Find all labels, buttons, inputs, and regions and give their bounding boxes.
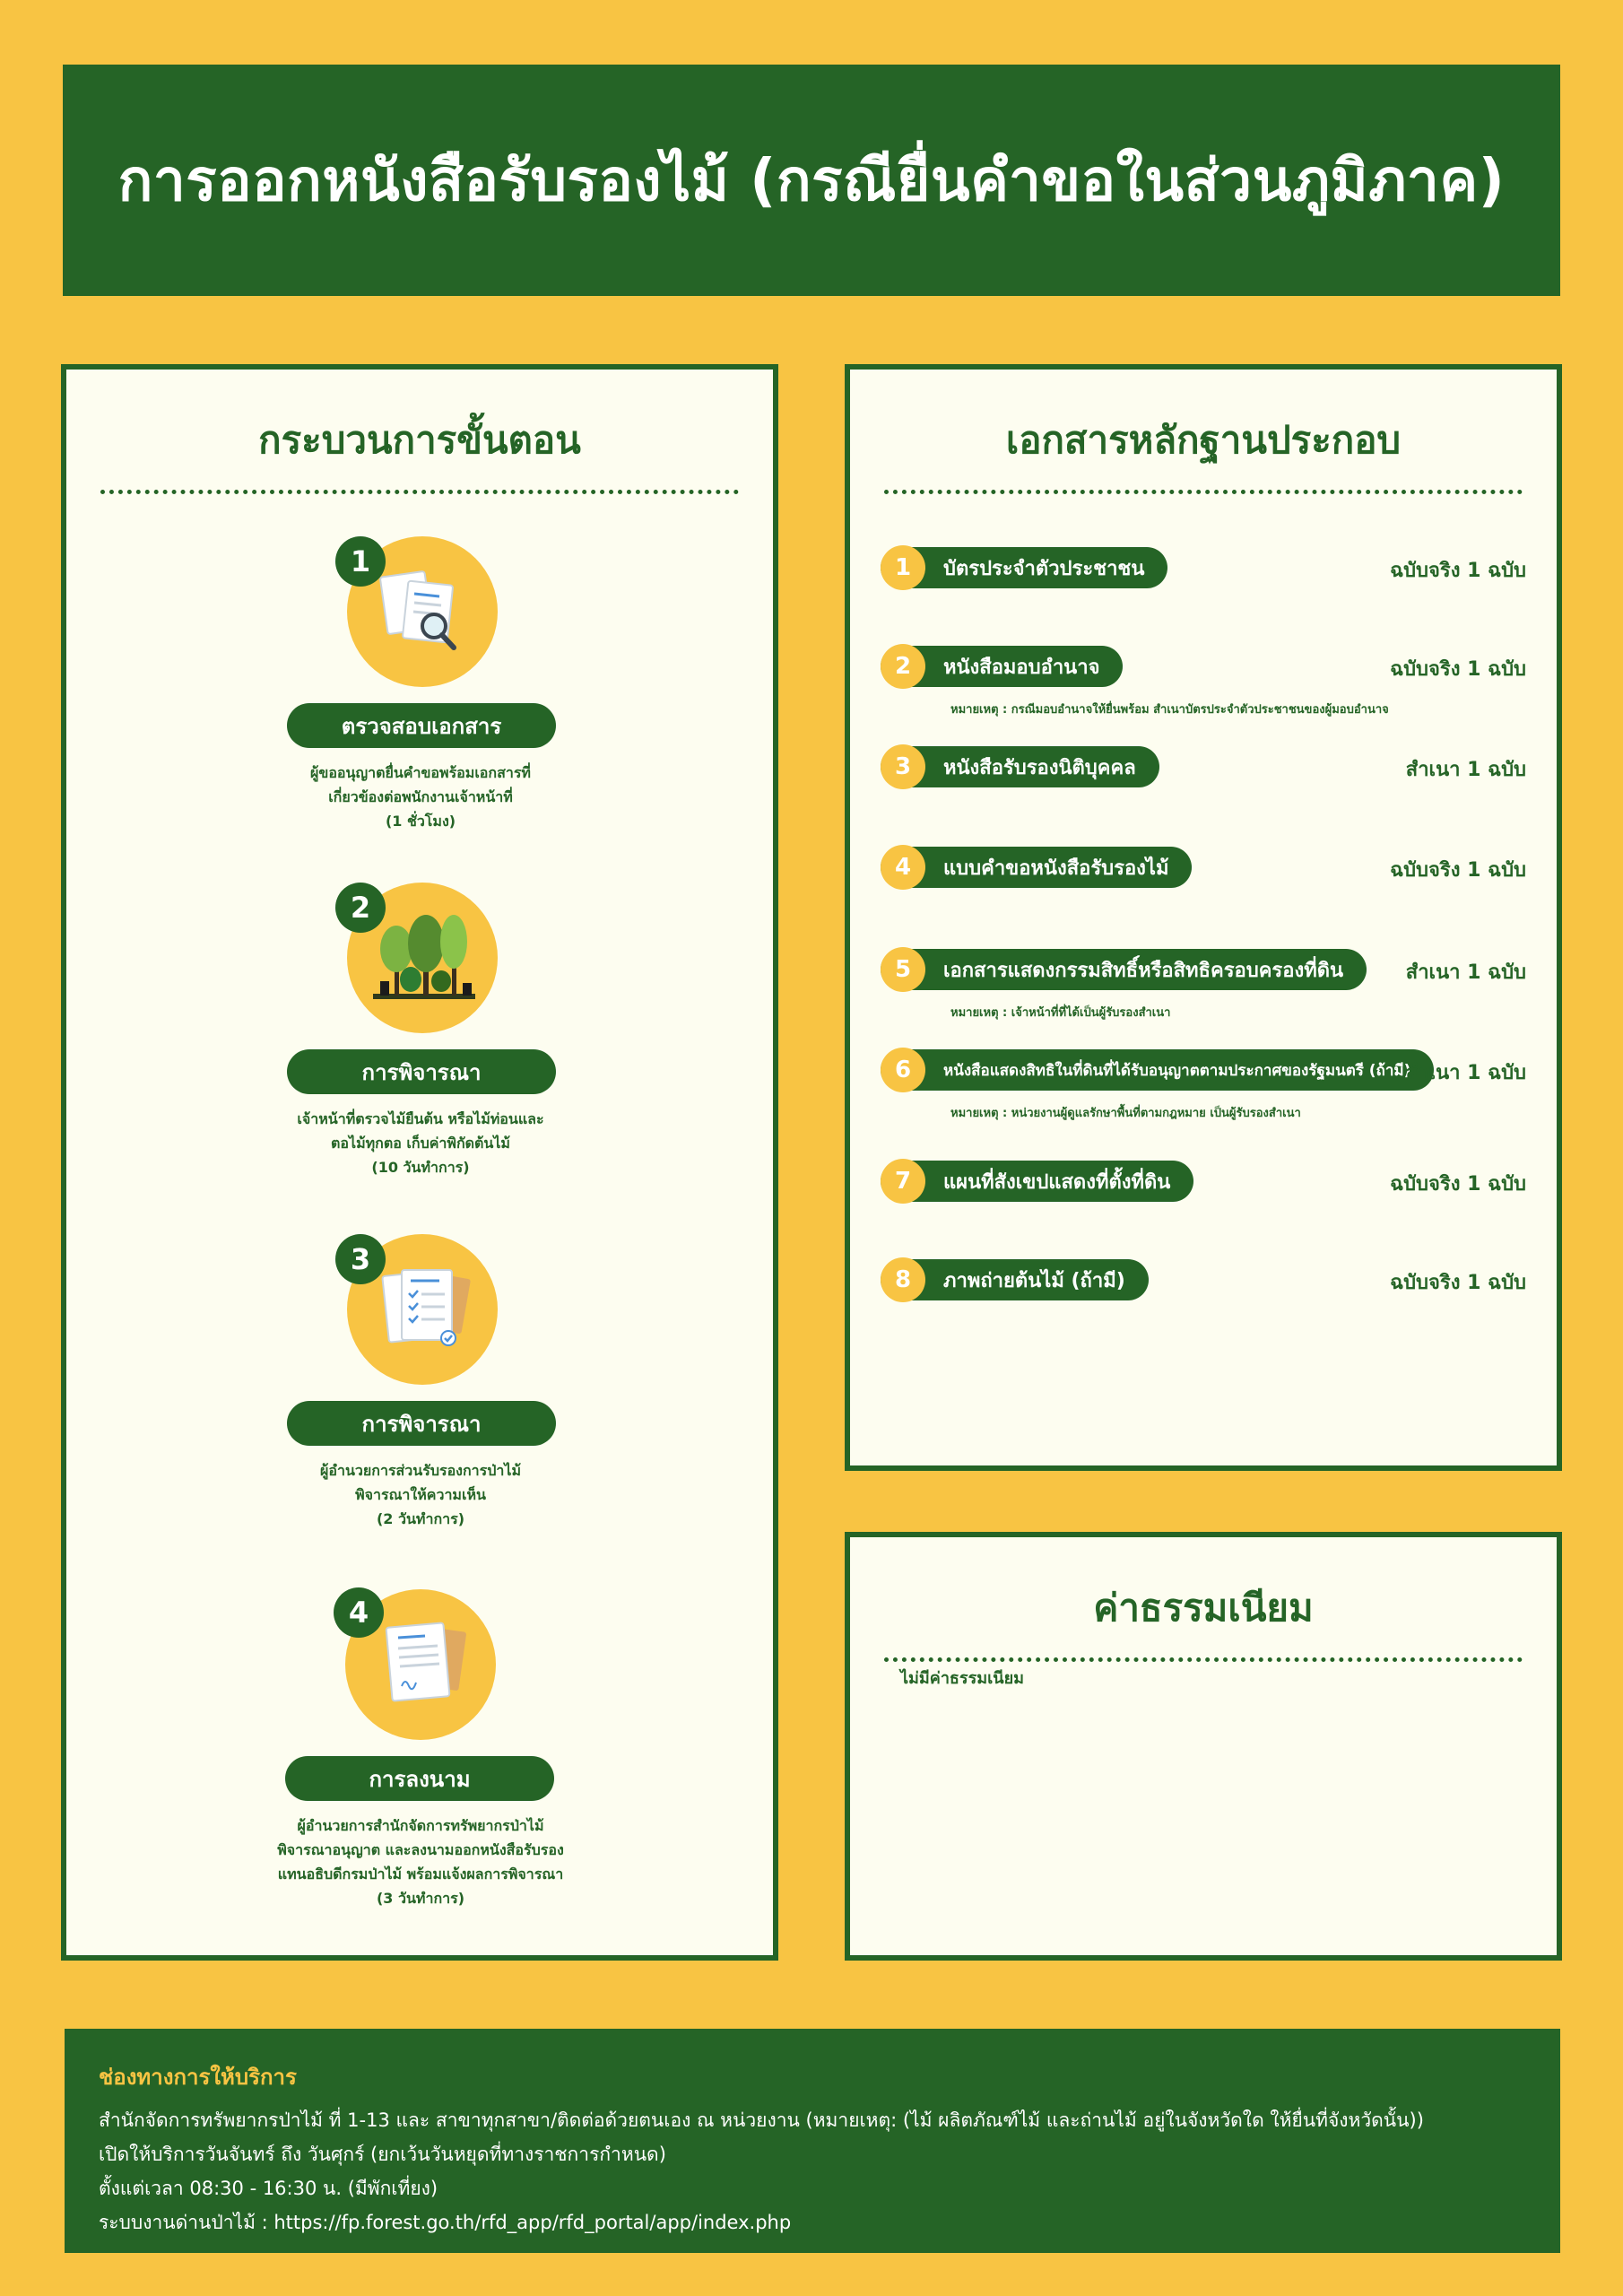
process-panel — [61, 364, 778, 1961]
dotted-divider — [884, 1657, 1523, 1662]
magnifier-documents-icon — [375, 567, 473, 657]
document-quantity: ฉบับจริง 1 ฉบับ — [1390, 560, 1526, 582]
document-note: หมายเหตุ : หน่วยงานผู้ดูแลรักษาพื้นที่ตามกฎหมาย เป็นผู้รับรองสำเนา — [950, 1107, 1301, 1120]
document-number-badge: 8 — [881, 1257, 925, 1302]
step-description — [201, 1107, 640, 1179]
document-item — [850, 646, 1557, 717]
document-label: หนังสือมอบอำนาจ — [881, 646, 1123, 687]
document-label: เอกสารแสดงกรรมสิทธิ์หรือสิทธิครอบครองที่ดิน — [881, 949, 1367, 990]
document-label: หนังสือรับรองนิติบุคคล — [881, 746, 1159, 787]
document-note: หมายเหตุ : เจ้าหน้าที่ที่ได้เป็นผู้รับรองสำเนา — [950, 1006, 1171, 1020]
step-number-badge: 4 — [334, 1587, 384, 1638]
step-number-badge: 2 — [335, 883, 386, 933]
step-number-badge: 1 — [335, 536, 386, 587]
step-desc-line: พิจารณาอนุญาต และลงนามออกหนังสือรับรอง — [277, 1841, 564, 1858]
fee-heading: ค่าธรรมเนียม — [1093, 1586, 1314, 1630]
signed-document-icon — [371, 1618, 475, 1711]
documents-panel — [845, 364, 1562, 1471]
document-item — [850, 949, 1557, 1020]
fee-text: ไม่มีค่าธรรมเนียม — [900, 1669, 1024, 1688]
document-note: หมายเหตุ : กรณีมอบอำนาจให้ยื่นพร้อม สำเนาบัตรประจำตัวประชาชนของผู้มอบอำนาจ — [950, 703, 1389, 717]
footer-line: สำนักจัดการทรัพยากรป่าไม้ ที่ 1-13 และ สาขาทุกสาขา/ติดต่อด้วยตนเอง ณ หน่วยงาน (หมายเหตุ: (ไม้ ผลิตภัณฑ์ไม้ และถ่านไม้ อยู่ในจังหวัดใด ให้ยื่นที่จังหวัดนั้น)) — [99, 2109, 1424, 2131]
footer-line: เปิดให้บริการวันจันทร์ ถึง วันศุกร์ (ยกเว้นวันหยุดที่ทางราชการกำหนด) — [99, 2144, 666, 2165]
step-desc-line: แทนอธิบดีกรมป่าไม้ พร้อมแจ้งผลการพิจารณา — [277, 1866, 564, 1883]
footer-line: ตั้งแต่เวลา 08:30 - 16:30 น. (มีพักเที่ยง) — [99, 2178, 438, 2199]
document-quantity: สำเนา 1 ฉบับ — [1405, 961, 1526, 984]
step-desc-line: (1 ชั่วโมง) — [385, 813, 456, 830]
document-label: หนังสือแสดงสิทธิในที่ดินที่ได้รับอนุญาตตามประกาศของรัฐมนตรี (ถ้ามี) — [881, 1049, 1434, 1091]
document-number-badge: 5 — [881, 947, 925, 992]
document-quantity: ฉบับจริง 1 ฉบับ — [1390, 1173, 1526, 1196]
step-description — [201, 1813, 640, 1910]
checklist-documents-icon — [373, 1263, 477, 1356]
document-quantity: ฉบับจริง 1 ฉบับ — [1390, 1272, 1526, 1294]
step-label-pill: การพิจารณา — [287, 1401, 556, 1446]
footer-line: ระบบงานด่านป่าไม้ : https://fp.forest.go.th/rfd_app/rfd_portal/app/index.php — [99, 2212, 792, 2233]
document-number-badge: 7 — [881, 1159, 925, 1204]
document-number-badge: 2 — [881, 644, 925, 689]
document-item — [850, 746, 1557, 800]
document-quantity: สำเนา 1 ฉบับ — [1405, 759, 1526, 781]
dotted-divider — [100, 490, 739, 494]
step-label-pill: การพิจารณา — [287, 1049, 556, 1094]
document-item — [850, 1259, 1557, 1313]
step-desc-line: ผู้อำนวยการส่วนรับรองการป่าไม้ — [320, 1462, 521, 1479]
step-label-pill: การลงนาม — [285, 1756, 554, 1801]
step-number-badge: 3 — [335, 1234, 386, 1284]
step-label-pill: ตรวจสอบเอกสาร — [287, 703, 556, 748]
document-item — [850, 1049, 1557, 1120]
document-item — [850, 1161, 1557, 1214]
process-heading: กระบวนการขั้นตอน — [258, 418, 581, 462]
document-item — [850, 547, 1557, 601]
step-desc-line: ตอไม้ทุกตอ เก็บค่าพิกัดต้นไม้ — [331, 1135, 510, 1152]
documents-heading: เอกสารหลักฐานประกอบ — [1005, 418, 1402, 462]
document-label: แผนที่สังเขปแสดงที่ตั้งที่ดิน — [881, 1161, 1193, 1202]
step-desc-line: เจ้าหน้าที่ตรวจไม้ยืนต้น หรือไม้ท่อนและ — [297, 1110, 544, 1127]
step-description — [201, 1458, 640, 1531]
document-quantity: ฉบับจริง 1 ฉบับ — [1390, 658, 1526, 681]
title-banner — [63, 65, 1560, 296]
trees-icon — [369, 908, 479, 1006]
service-channels-footer — [65, 2029, 1560, 2253]
step-description — [201, 761, 640, 833]
page-title: การออกหนังสือรับรองไม้ (กรณียื่นคำขอในส่วนภูมิภาค) — [117, 148, 1506, 214]
document-number-badge: 4 — [881, 845, 925, 890]
document-item — [850, 847, 1557, 900]
step-desc-line: (3 วันทำการ) — [376, 1890, 465, 1907]
document-quantity: สำเนา 1 ฉบับ — [1405, 1062, 1526, 1084]
step-desc-line: เกี่ยวข้องต่อพนักงานเจ้าหน้าที่ — [328, 788, 513, 805]
document-number-badge: 1 — [881, 545, 925, 590]
document-quantity: ฉบับจริง 1 ฉบับ — [1390, 859, 1526, 882]
footer-title: ช่องทางการให้บริการ — [99, 2065, 297, 2090]
document-number-badge: 3 — [881, 744, 925, 789]
document-number-badge: 6 — [881, 1048, 925, 1092]
document-label: แบบคำขอหนังสือรับรองไม้ — [881, 847, 1192, 888]
step-desc-line: (2 วันทำการ) — [376, 1510, 465, 1527]
fee-panel — [845, 1532, 1562, 1961]
step-desc-line: (10 วันทำการ) — [371, 1159, 470, 1176]
dotted-divider — [884, 490, 1523, 494]
step-desc-line: พิจารณาให้ความเห็น — [355, 1486, 486, 1503]
step-desc-line: ผู้ขออนุญาตยื่นคำขอพร้อมเอกสารที่ — [310, 764, 531, 781]
step-desc-line: ผู้อำนวยการสำนักจัดการทรัพยากรป่าไม้ — [297, 1817, 544, 1834]
document-label: บัตรประจำตัวประชาชน — [881, 547, 1167, 588]
document-label: ภาพถ่ายต้นไม้ (ถ้ามี) — [881, 1259, 1149, 1300]
